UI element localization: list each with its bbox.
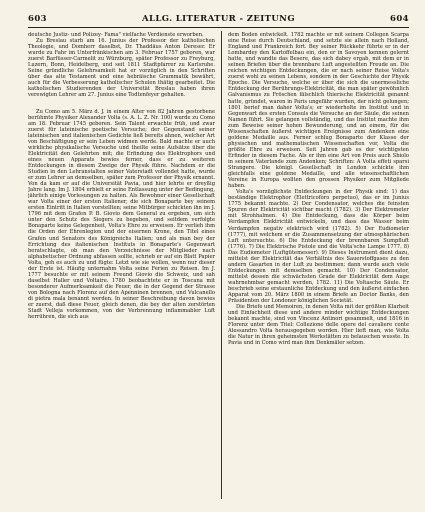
- left-paragraph-3: Zu Como am 5. März d. J. in einem Alter von 82 Jahren gestorbene berühmte Physiker Alexander Volta (s. A. L. Z. Nr. 100) wurde zu Como am 18. Februar 1745 geboren. Sein Talent erwachte früh, und zwar zuerst für lateinische poetische Versuche; der Gegenstand seiner lateinischen und italienischen Gedichte ließ bereits ahnen, welcher Art von Beschäftigung er sein Leben widmen werde. Bald machte er auch wirkliche physikalische Versuche und theilte seine Aufsätze über die Elektricität den Gelehrten mit; die Erfindung des Elektrophors und eines neuen Apparats bewies ferner, dass er zu weiteren Entdeckungen in diesem Zweige der Physik führe. Nachdem er die Studien in den Lehranstalten seiner Vaterstadt vollendet hatte, wurde er zum Lehrer an demselben, später zum Professor der Physik ernannt. Von da kam er auf die Universität Pavia, und hier lehrte er dreyßig Jahre lang. Im J. 1804 erbielt er seine Entlassung unter der Bedingung, jährlich einige Vorlesungen zu halten. Als Bewohner einer Gesellschaft war Volta einer der ersten Italiener, die sich Bonaparte bey seinem ersten Eintritt in Italien vorstellten; seine Mitbürger schickten ihn im J. 1796 mit dem Grafen P. B. Giovio dem General zu ergeben, um sich unter den Schutz des Siegers zu begeben, und seitdem verfolgte Bonaparte keine Gelegenheit, Volta's Ehre zu erweisen. Er verlieh ihm die Orden der Ehrenlegion und der eisernen Krone, den Titel eines Grafen und Senators des Königreichs Italien; und als man bey der Errichtung des italienischen Instituts in Bonaparte's Gegenwart beratschlagte, ob man den Verzeichnisse der Mitglieder nach alphabetischer Ordnung abfassen sollte, schrieb er auf ein Blatt Papier Volta, geh es auch zu und fügte: Letzt wie sie wollen, wenn nur dieser der Erste ist. Häufig unternahm Volta seine Ferien zu Reisen. Im J. 1777 besuchte er mit seinem Freund Giovio die Schweiz, und sah daselbst Haller und Voltaire. 1780 beobachtete er in Toscana mit besonderer Aufmerksamkeit die Feuer, die in der Gegend der Strasse von Bologna nach Florenz auf den Apenninen brennen, und Vulcanello di pietra mala benannt werden. In seiner Beschreibung davon bewies er zuerst, daß diese Feuer, gleich denen, die bey der alten zerstörten Stadt Velleja vorkommen, von der Verbrennung inflammabler Luft herrühren, die sich aus: [28, 108, 215, 321]
- left-column: [28, 32, 215, 498]
- right-column: [228, 32, 409, 498]
- right-paragraph-1: dem Boden entwickelt. 1782 machte er mit seinem Collegen Scarpa eine Reise durch Deutschland, und setzte sie allein nach Holland, England und Frankreich fort. Bey seiner Rückkehr führte er in der Lombardey den Kartoffelbau ein, den er in Savoyen kennen gelernt hatte, und wandte das Besere, das sich dabey ergab, mit dem er in seinen Briefen über die brennbare Luft angestellten Freude an. Die reichen wichtigen Entdeckungen, die er nach seiner Reise Volta's zuerst wohl zu seinen Lebens, sondern in der Geschichte der Physik Epoche. Die Versuche, welche er über die sich die unermessliche Entdeckung der Berührungs-Elektricität, die man später gewöhnlich Galvanismus zu Fröschen fälschlich thierische Elektricität genannt hatte, gründet, waren in Paris ungefähr wurden, der nicht gelungen; 1801 berief man daher Volta's; er wiederholte im Institut und in Gegenwart des ersten Consuls die Versuche an der Säule, die seinen Namen führt. Sie gelangen vollständig, und das Institut machte ihm zum Beweise seiner hohen Bewunderung, und an einem, für die Wissenschaften äußerst wichtigen Ereignisse zum Andenken eine goldene Medaille aus. Ferner schlug Bonaparte der Klasse der physischen und mathematischen Wissenschaften vor, Volta die größte Ehre zu erweisen. Seit Jahren gab es der wichtigsten Erfinder in diesem Fache. Als er ihm eine Art von Preis auch Sbiolo in seinem Vaterlande zum Andenken; Schriften: A Volta effeti sparsi Strangere. Die königl. Gesellschaft in London schickte ihm gleichfalls eine goldene Medaille, und alle wissenschaftlichen Vereine in Europa wollten den grossen Physiker zum Mitgliede haben.: [228, 32, 409, 190]
- left-paragraph-1: deutsche Justiz- und Polizey- Fama" vielfache Verdienste erworben.: [28, 32, 204, 38]
- column-divider: [221, 31, 222, 499]
- right-paragraph-3: Die Briefe und Memoiren, in denen Volta mit der größten Klarheit und Einfachheit diese und andere minder wichtige Entdeckungen bekannt machte, sind von Vincenz Antinori gesammelt, und 1816 in Florenz unter dem Titel: Collezione delle opere del cavaliere conte Alessandro Volta herausgegeben worden. Hier lieft man, wie Volta die Natur in ihren geheimsten Werkstätten zu belauschen wusste. In Pavia und in Como wird man ihm Denkmäler setzen.: [228, 304, 409, 347]
- column-number: 604: [390, 14, 409, 24]
- journal-title: ALLG. LITERATUR - ZEITUNG: [141, 14, 296, 24]
- page-header: [28, 14, 409, 26]
- right-paragraph-2: Volta's vorzüglichste Entdeckungen in der Physik sind: 1) das beständige Elektrophor (Elettricofòro perpetuo), das er im Junius 1775 bekannt machte. 2) Der Condensator, welches die feinsten Spuren der Elektricität sichtbar macht (1782). 3) Der Elektrometer mit Strohhalmen. 4) Die Entdeckung, dass die Körper beim Verdampfen Elektricität entwickeln, und dass das Wasser beim Verdampfen negativ elektrisch wird (1782). 5) Der Eudiometer (1777), mit welchem er die Zusammensetzung der atmosphärischen Luft untersuchte. 6) Die Entdeckung der brennbaren Sumpfluft (1776). 7) Die Elektrische Pistole und die Volta'sche Lampe 1777. 8) Das Eudiometer (Luftgütemesser). 9) Dieses Instrument dient dazu, mittelst der Elektricität das Verhältnis des Sauerstoffgases zu den andern Gasarten in der Luft zu bestimmen; dann wurde auch viele Entdeckungen mit demselben gemacht. 10) Der Condensator, mittelst dessen die schwächsten Grade der Elektricität dem Auge wahrnehmbar gemacht werden, 1782. 11) Die Voltasche Säule. Er beschrieb seine erstaunliche Entdeckung und den äußerst einfachen Apparat vom 20. März 1800 in einem Briefe an Doctor Banks, den Präsidenten der Londoner königlichen Societät.: [228, 189, 409, 305]
- page-number: 603: [28, 14, 47, 24]
- header-rule: [28, 27, 409, 28]
- left-paragraph-2: Zu Breslau starb am 16. Junius der Professor der katholischen Theologie, und Domherr daselbst, Dr. Thaddäus Anton Dereser. Er wurde zu Fahr im Unterfränkischen am 3. Februar 1757 geboren, war zuerst Barfüsser-Carmelit zu Würzburg, später Professor zu Freyburg, Luzern, Bonn, Heidelberg, und seit 1811 Stadtpfarrer zu Karlsruhe. Seine gründliche Gelehrsamkeit hat er vorzüglich in den Schriften über das alte Testament und eine hebräische Grammatik bewährt, auch für die Verbesserung katholischer Schulen thätig gearbeitet. Die katholischen Studierenden der Universität Breslau haben ihren verewigten Lehrer am 27. Junius eine Todtenfeyer gehalten.: [28, 38, 215, 99]
